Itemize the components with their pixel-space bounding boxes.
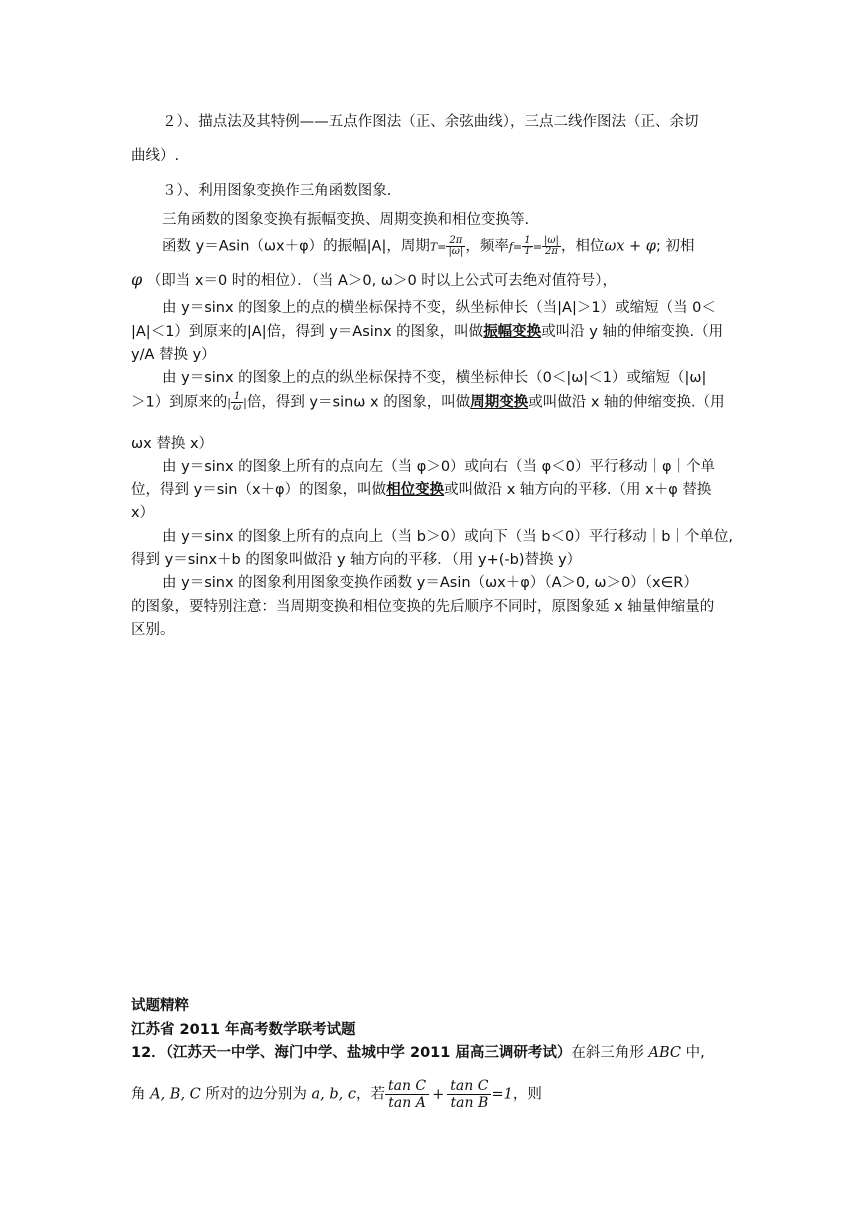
item3-heading: ３）、利用图象变换作三角函数图象. [162, 183, 392, 199]
amp-line3: y/A 替换 y） [131, 347, 216, 363]
phase-line3: x） [131, 505, 155, 521]
function-line [162, 236, 694, 258]
phase-label: ，相位 [560, 238, 605, 255]
tanC-2: tan C [447, 1078, 491, 1095]
question-text1: 在斜三角形 [571, 1045, 649, 1061]
shift-line2: 得到 y＝sinx＋b 的图象叫做沿 y 轴方向的平移．（用 y+(-b)替换 y） [131, 552, 582, 568]
intro-line: 三角函数的图象变换有振幅变换、周期变换和相位变换等. [162, 212, 530, 228]
exam-subheading: 江苏省 2011 年高考数学联考试题 [131, 1022, 356, 1038]
question-then: ，则 [512, 1086, 542, 1103]
shift-line1: 由 y＝sinx 的图象上所有的点向上（当 b＞0）或向下（当 b＜0）平行移动｜b｜个单位, [162, 529, 734, 545]
inv-one: 1 [231, 392, 243, 403]
question-text2-pre: 角 [131, 1086, 151, 1103]
period-line3: ωx 替换 x） [131, 436, 214, 452]
amp-line2 [131, 322, 723, 342]
period-fraction [446, 236, 465, 257]
angles-abc: A, B, C [150, 1086, 201, 1103]
tanc-over-tanb [447, 1078, 491, 1111]
phase-line2-post: 或叫做沿 x 轴方向的平移.（用 x＋φ 替换 [444, 482, 712, 498]
triangle-abc: ABC [648, 1045, 681, 1061]
period-line2-mid: 倍，得到 y＝sinω x 的图象，叫做 [246, 394, 471, 411]
amplitude-transform-term: 振幅变换 [483, 324, 542, 340]
question-source: （江苏天一中学、海门中学、盐城中学 2011 届高三调研考试） [165, 1045, 572, 1061]
phi-line [131, 270, 617, 291]
phase-line2-pre: 位，得到 y＝sin（x＋φ）的图象，叫做 [131, 482, 387, 498]
func-pre: 函数 y＝Asin（ωx＋φ）的振幅|A|，周期 [162, 238, 430, 255]
freq-fraction-2 [542, 236, 561, 257]
equals-one: =1 [491, 1086, 513, 1103]
question-if: ，若 [355, 1086, 385, 1103]
eq-sign: = [437, 240, 447, 254]
period-line2-post: 或叫做沿 x 轴的伸缩变换.（用 [528, 394, 725, 411]
phi-note: （即当 x＝0 时的相位）．（当 A＞0, ω＞0 时以上公式可去绝对值符号）， [146, 273, 618, 289]
phi-symbol: φ [131, 270, 143, 289]
amp-line2-post: 或叫沿 y 轴的伸缩变换.（用 [541, 324, 724, 340]
period-line2: ＞1）到原来的| $\frac{1}{\omega}$ |倍，得到 y＝sinω x 的图象，叫做周期变换或叫做沿 x 轴的伸缩变换.（用 [131, 391, 725, 413]
question-number: 12． [131, 1045, 166, 1061]
exam-heading: 试题精粹 [131, 998, 189, 1014]
freq-abs-omega: |ω| [544, 235, 559, 246]
phase-expression: ωx + φ [604, 238, 656, 255]
phase-transform-term: 相位变换 [386, 482, 445, 498]
item2-line2: 曲线）. [131, 148, 180, 164]
eq-sign-3: = [532, 240, 543, 254]
general-line3: 区别。 [131, 622, 175, 638]
period-symbol: T [429, 240, 438, 254]
eq-sign-2: = [512, 240, 523, 254]
init-phase-label: ; 初相 [655, 238, 695, 255]
period-transform-term: 周期变换 [470, 394, 529, 411]
question-line1 [131, 1043, 705, 1063]
question-text2-mid: 所对的边分别为 [200, 1086, 312, 1103]
period-line2-pre: ＞1）到原来的 [131, 394, 228, 411]
tanB: tan B [450, 1095, 489, 1111]
period-denominator: |ω| [448, 246, 464, 257]
tanC-1: tan C [385, 1078, 429, 1095]
freq-one: 1 [522, 236, 533, 247]
freq-fraction-1 [522, 236, 533, 257]
period-numerator: 2π [446, 236, 465, 247]
inverse-omega-fraction: $\frac{1}{\omega}$ [232, 391, 242, 413]
phase-line1: 由 y＝sinx 的图象上所有的点向左（当 φ＞0）或向右（当 φ＜0）平行移动｜φ｜个单 [162, 459, 716, 475]
sides-abc: a, b, c [311, 1086, 356, 1103]
period-line1: 由 y＝sinx 的图象上的点的纵坐标保持不变，横坐标伸长（0＜|ω|＜1）或缩短（|ω| [162, 370, 707, 386]
tanc-over-tana [385, 1078, 429, 1111]
tanA: tan A [388, 1095, 426, 1111]
general-line2: 的图象，要特别注意：当周期变换和相位变换的先后顺序不同时，原图象延 x 轴量伸缩量的 [131, 599, 715, 615]
freq-symbol: f [508, 240, 513, 254]
amp-line1: 由 y＝sinx 的图象上的点的横坐标保持不变，纵坐标伸长（当|A|＞1）或缩短（当 0＜ [162, 300, 716, 316]
freq-T: T [524, 246, 531, 257]
item2-line1: ２）、描点法及其特例——五点作图法（正、余弦曲线），三点二线作图法（正、余切 [162, 114, 699, 130]
freq-label: ，频率 [465, 238, 509, 255]
freq-two-pi: 2π [545, 246, 558, 257]
question-text1b: 中, [681, 1045, 705, 1061]
amp-line2-pre: |A|＜1）到原来的|A|倍，得到 y＝Asinx 的图象，叫做 [131, 324, 484, 340]
phase-line2 [131, 480, 711, 500]
plus-sign: + [432, 1086, 445, 1103]
general-line1: 由 y＝sinx 的图象利用图象变换作函数 y＝Asin（ωx＋φ）（A＞0, ω＞0）（x∈R） [162, 575, 698, 591]
question-line2 [131, 1078, 542, 1111]
